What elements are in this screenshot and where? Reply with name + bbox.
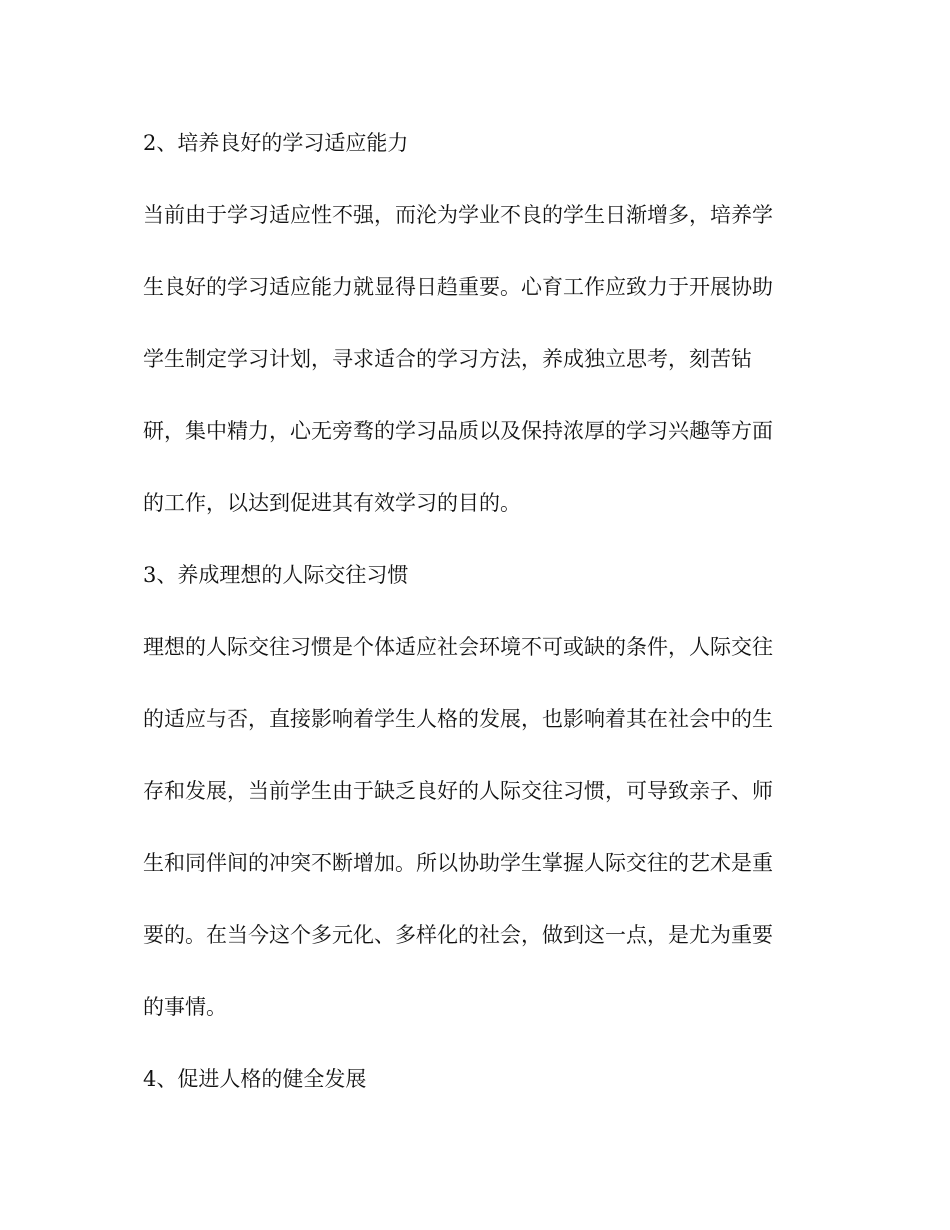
- paragraph-line: 的适应与否，直接影响着学生人格的发展，也影响着其在社会中的生: [143, 707, 773, 731]
- paragraph-line: 当前由于学习适应性不强，而沦为学业不良的学生日渐增多，培养学: [143, 203, 773, 227]
- paragraph-line: 的工作，以达到促进其有效学习的目的。: [143, 491, 521, 515]
- section-heading-2: 2、培养良好的学习适应能力: [143, 131, 409, 155]
- section-heading-3: 3、养成理想的人际交往习惯: [143, 563, 409, 587]
- paragraph-line: 存和发展，当前学生由于缺乏良好的人际交往习惯，可导致亲子、师: [143, 779, 773, 803]
- paragraph-line: 的事情。: [143, 995, 227, 1019]
- paragraph-line: 要的。在当今这个多元化、多样化的社会，做到这一点，是尤为重要: [143, 923, 773, 947]
- paragraph-line: 学生制定学习计划，寻求适合的学习方法，养成独立思考，刻苦钻: [143, 347, 752, 371]
- paragraph-line: 生和同伴间的冲突不断增加。所以协助学生掌握人际交往的艺术是重: [143, 851, 773, 875]
- paragraph-line: 研，集中精力，心无旁骛的学习品质以及保持浓厚的学习兴趣等方面: [143, 419, 773, 443]
- paragraph-line: 生良好的学习适应能力就显得日趋重要。心育工作应致力于开展协助: [143, 275, 773, 299]
- paragraph-line: 理想的人际交往习惯是个体适应社会环境不可或缺的条件，人际交往: [143, 635, 773, 659]
- document-body: [143, 107, 803, 1115]
- section-heading-4: 4、促进人格的健全发展: [143, 1067, 367, 1091]
